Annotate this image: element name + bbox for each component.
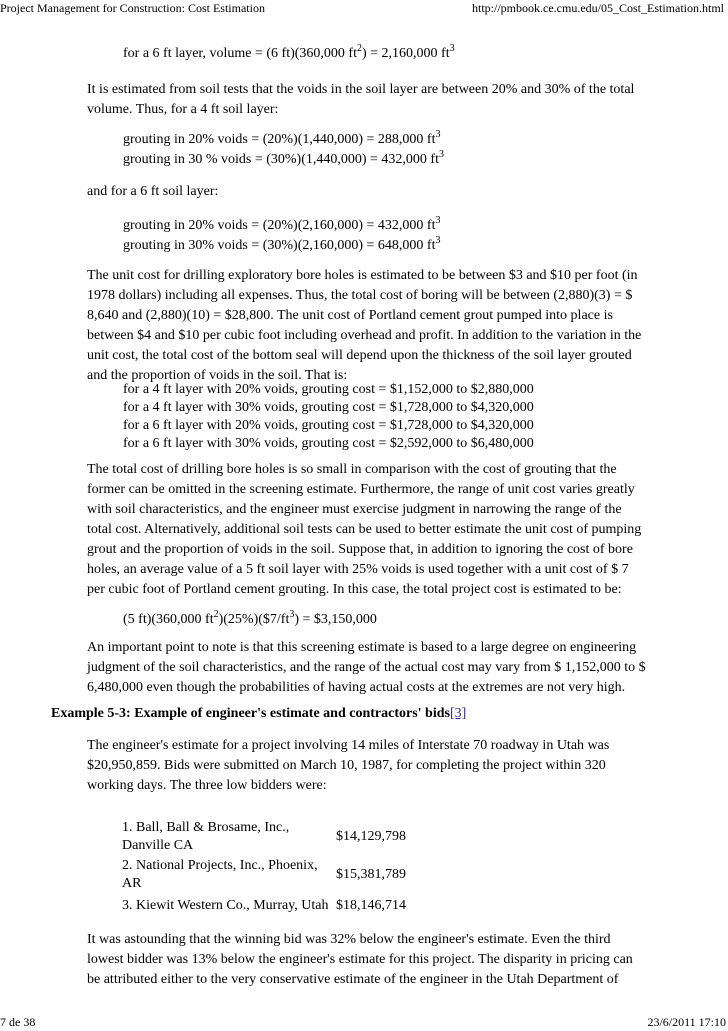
total-cost-paragraph: The total cost of drilling bore holes is so small in comparison with the cost of grouting that the former can be omitted in the screening estimate. Furthermore, the range of unit cost varies greatly with soil characteristics, and the engineer must exercise judgment in narrowing the range of the total cost. Alternatively, additional soil tests can be used to better estimate the unit cost of pumping grout and the proportion of voids in the soil. Suppose that, in addition to ignoring the cost of bore holes, an average value of a 5 ft soil layer with 25% voids is used together with a unit cost of $ 7 per cubic foot of Portland cement grouting. In this case, the total project cost is estimated to be: (87, 462, 642, 597)
grouting-6ft-30-line: grouting in 30% voids = (30%)(2,160,000) = 648,000 $ft^3$ (123, 235, 441, 253)
bid-amount: $18,146,714 (336, 898, 406, 913)
important-point-paragraph: An important point to note is that this screening estimate is based to a large degree on engineering judgment of the soil characteristics, and the range of the actual cost may vary from $ 1,152,000 to $ 6,480,000 even though the probabilities of having actual costs at the extremes are not very high. (87, 640, 646, 695)
voids-paragraph: It is estimated from soil tests that the voids in the soil layer are between 20% and 30% of the total volume. Thus, for a 4 ft soil layer: (87, 82, 635, 117)
cost-line-1: for a 4 ft layer with 20% voids, grouting cost = $1,152,000 to $2,880,000 (123, 382, 534, 397)
cost-line-3: for a 6 ft layer with 20% voids, grouting cost = $1,728,000 to $4,320,000 (123, 418, 534, 433)
table-row (120, 894, 408, 918)
bidder-name: 1. Ball, Ball & Brosame, Inc., Danville CA (122, 820, 290, 853)
example-closing-paragraph: It was astounding that the winning bid was 32% below the engineer's estimate. Even the third lowest bidder was 13% below the engineer's estimate for this project. The disparity in pricing can be attributed either to the very conservative estimate of the engineer in the Utah Department of (87, 932, 633, 987)
example-intro-paragraph: The engineer's estimate for a project involving 14 miles of Interstate 70 roadway in Utah was $20,950,859. Bids were submitted on March 10, 1987, for completing the project within 320 working days. The three low bidders were: (87, 738, 610, 793)
bidders-table (120, 818, 408, 918)
table-row (120, 818, 408, 856)
page-footer-number: 7 de 38 (0, 1015, 36, 1029)
grouting-6ft-20-line: grouting in 20% voids = (20%)(2,160,000) = 432,000 $ft^3$ (123, 215, 441, 233)
page-footer-datetime: 23/6/2011 17:10 (647, 1015, 726, 1029)
volume-6ft-line: for a 6 ft layer, volume = (6 ft)(360,000 $ft^2) = 2,160,000$ $ft^3$ (123, 43, 455, 61)
example-heading: Example 5-3: Example of engineer's estimate and contractors' bids[3] (51, 706, 467, 721)
page-header-url: http://pmbook.ce.cmu.edu/05_Cost_Estimation.html (472, 1, 724, 15)
table-row (120, 856, 408, 894)
formula-line: (5 ft)(360,000 $ft^2)(25\%)(\$7/ft^3)$ = $3,150,000 (123, 609, 377, 627)
cost-line-2: for a 4 ft layer with 30% voids, grouting cost = $1,728,000 to $4,320,000 (123, 400, 534, 415)
bid-amount: $15,381,789 (336, 867, 406, 882)
page-header-title: Project Management for Construction: Cost Estimation (0, 1, 265, 15)
grouting-4ft-30-line: grouting in 30 % voids = (30%)(1,440,000) = 432,000 $ft^3$ (123, 149, 444, 167)
bidder-name: 2. National Projects, Inc., Phoenix, AR (122, 858, 318, 891)
grouting-4ft-20-line: grouting in 20% voids = (20%)(1,440,000) = 288,000 $ft^3$ (123, 129, 441, 147)
bid-amount: $14,129,798 (336, 829, 406, 844)
unit-cost-paragraph: The unit cost for drilling exploratory bore holes is estimated to be between $3 and $10 per foot (in 1978 dollars) including all expenses. Thus, the total cost of boring will be between (2,880)(3) = $ 8,640 and (2,880)(10) = $28,800. The unit cost of Portland cement grout pumped into place is between $4 and $10 per cubic foot including overhead and profit. In addition to the variation in the unit cost, the total cost of the bottom seal will depend upon the thickness of the soil layer grouted and the proportion of voids in the soil. That is: (87, 268, 642, 383)
cost-line-4: for a 6 ft layer with 30% voids, grouting cost = $2,592,000 to $6,480,000 (123, 436, 534, 451)
bidder-name: 3. Kiewit Western Co., Murray, Utah (122, 898, 329, 913)
and-6ft-line: and for a 6 ft soil layer: (87, 184, 219, 199)
footnote-link[interactable]: [3] (449, 706, 467, 721)
